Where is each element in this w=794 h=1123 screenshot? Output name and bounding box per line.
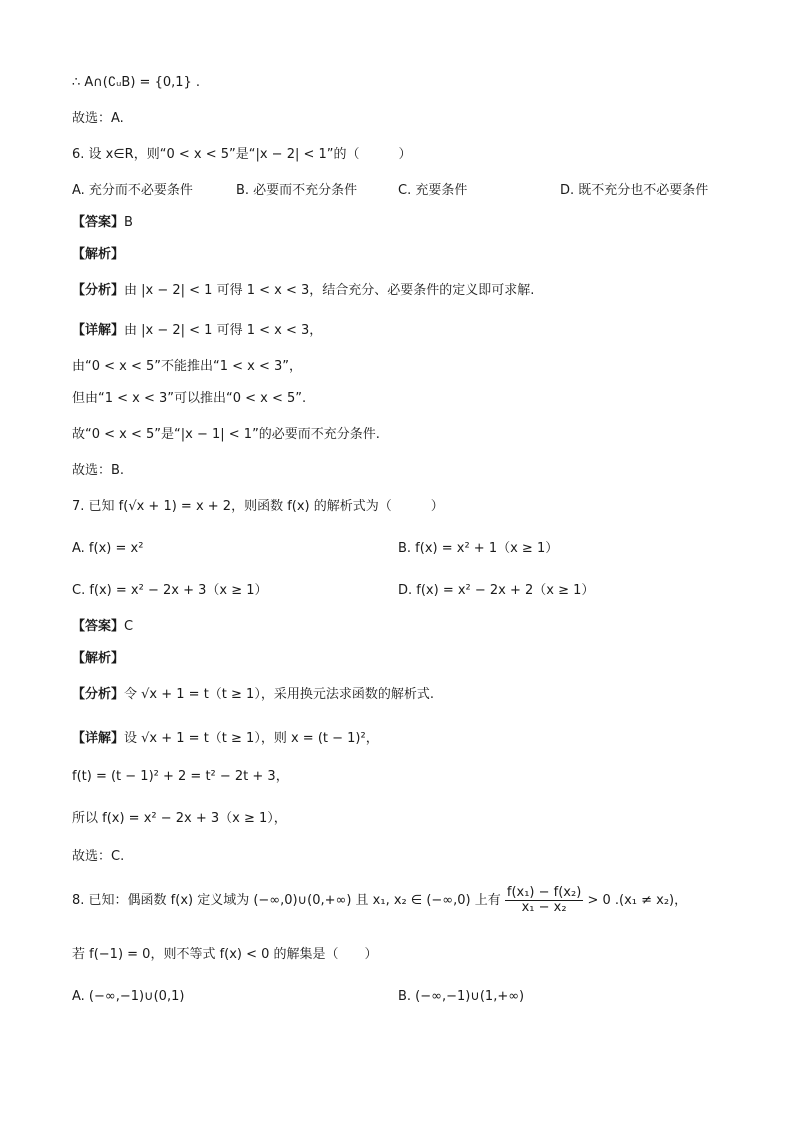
q7-answer-value: C <box>124 619 134 634</box>
q6-answer <box>72 214 133 232</box>
xiangjie-tag: 【详解】 <box>72 323 125 338</box>
q7-select: 故选：C. <box>72 849 125 864</box>
q6-option-d: D. 既不充分也不必要条件 <box>560 183 709 198</box>
q6-select: 故选：B. <box>72 463 125 478</box>
q8-fraction <box>505 886 583 915</box>
q7-option-a: A. f(x) = x² <box>72 541 144 556</box>
q8-option-a: A. (−∞,−1)∪(0,1) <box>72 989 185 1004</box>
q6-fenxi-text: 由 |x − 2| < 1 可得 1 < x < 3，结合充分、必要条件的定义即可求解. <box>124 283 535 298</box>
q6-analysis-tag <box>72 246 124 264</box>
q6-xiangjie-text: 由 |x − 2| < 1 可得 1 < x < 3， <box>124 323 323 338</box>
q7-option-c: C. f(x) = x² − 2x + 3（x ≥ 1） <box>72 583 268 598</box>
q7-option-b: B. f(x) = x² + 1（x ≥ 1） <box>398 541 559 556</box>
q8-stem-line2: 若 f(−1) = 0，则不等式 f(x) < 0 的解集是（ ） <box>72 947 378 962</box>
q7-xiangjie-text: 设 √x + 1 = t（t ≥ 1），则 x = (t − 1)²， <box>124 731 379 746</box>
q8-fraction-denominator: x₁ − x₂ <box>521 900 567 915</box>
q6-fenxi <box>72 282 534 300</box>
q6-option-c: C. 充要条件 <box>398 183 468 198</box>
q8-fraction-numerator: f(x₁) − f(x₂) <box>506 885 582 900</box>
q6-answer-value: B <box>124 215 133 230</box>
q6-step1: 由“0 < x < 5”不能推出“1 < x < 3”， <box>72 359 303 374</box>
q8-option-b: B. (−∞,−1)∪(1,+∞) <box>398 989 525 1004</box>
answer-select-prev: 故选：A. <box>72 111 124 126</box>
q6-step3: 故“0 < x < 5”是“|x − 1| < 1”的必要而不充分条件. <box>72 427 380 442</box>
q7-option-d: D. f(x) = x² − 2x + 2（x ≥ 1） <box>398 583 595 598</box>
q7-fenxi <box>72 686 434 704</box>
q6-option-a: A. 充分而不必要条件 <box>72 183 193 198</box>
q6-xiangjie <box>72 322 322 340</box>
q7-xiangjie <box>72 730 379 748</box>
therefore-line: ∴ A∩(∁ᵤB) = {0,1} . <box>72 75 201 90</box>
q8-stem-part2: > 0 .(x₁ ≠ x₂)， <box>587 893 688 908</box>
answer-tag: 【答案】 <box>72 619 125 634</box>
q7-fenxi-text: 令 √x + 1 = t（t ≥ 1），采用换元法求函数的解析式. <box>124 687 434 702</box>
q7-analysis-tag <box>72 650 124 668</box>
q6-stem: 6. 设 x∈R，则“0 < x < 5”是“|x − 2| < 1”的（ ） <box>72 147 412 162</box>
fenxi-tag: 【分析】 <box>72 283 125 298</box>
q8-stem <box>72 886 687 915</box>
q7-answer <box>72 618 133 636</box>
fenxi-tag: 【分析】 <box>72 687 125 702</box>
q7-step1: f(t) = (t − 1)² + 2 = t² − 2t + 3， <box>72 769 289 784</box>
q8-stem-part1: 8. 已知：偶函数 f(x) 定义域为 (−∞,0)∪(0,+∞) 且 x₁, x₂ ∈ (−∞,0) 上有 <box>72 893 501 908</box>
analysis-tag: 【解析】 <box>72 651 125 666</box>
q7-step2: 所以 f(x) = x² − 2x + 3（x ≥ 1）， <box>72 811 287 826</box>
q6-step2: 但由“1 < x < 3”可以推出“0 < x < 5”. <box>72 391 307 406</box>
answer-tag: 【答案】 <box>72 215 125 230</box>
q6-option-b: B. 必要而不充分条件 <box>236 183 358 198</box>
analysis-tag: 【解析】 <box>72 247 125 262</box>
q7-stem: 7. 已知 f(√x + 1) = x + 2，则函数 f(x) 的解析式为（ ） <box>72 499 444 514</box>
xiangjie-tag: 【详解】 <box>72 731 125 746</box>
